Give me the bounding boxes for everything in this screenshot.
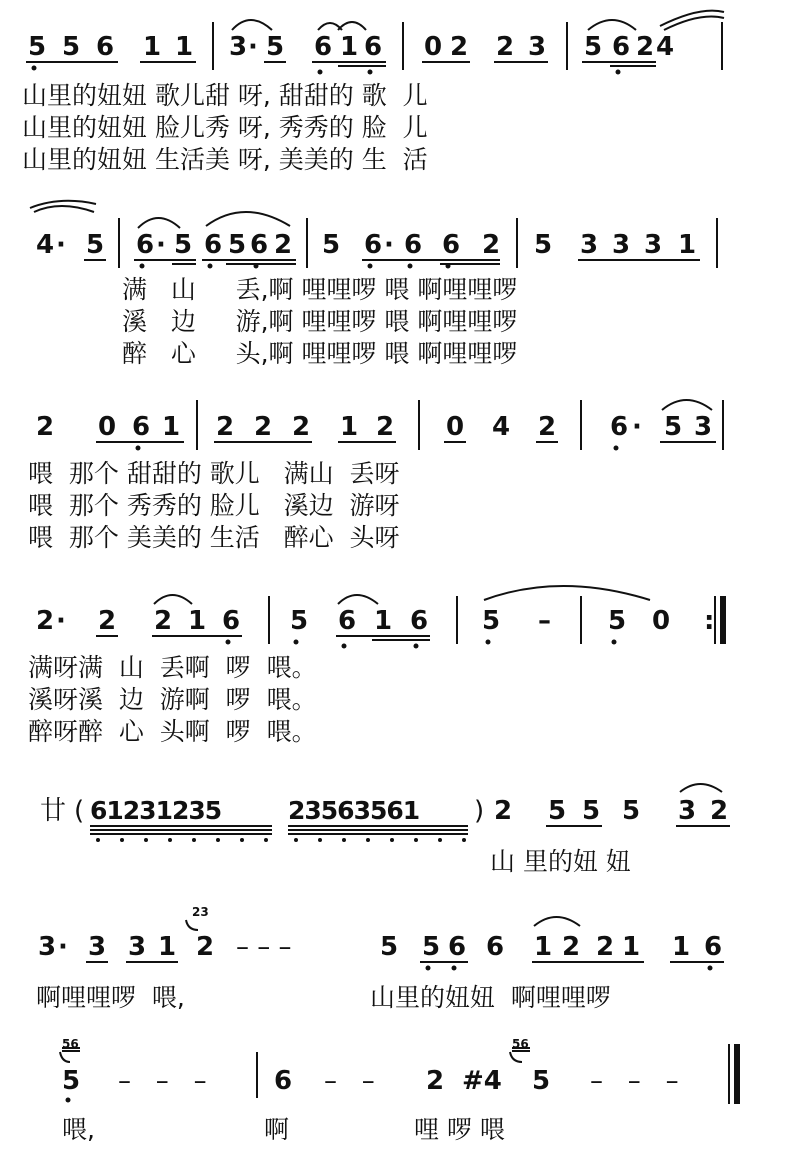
note: 0 bbox=[98, 412, 117, 442]
note: 2 bbox=[216, 412, 235, 442]
note: 6 bbox=[314, 32, 333, 62]
dash: – bbox=[538, 606, 551, 636]
note: 6 bbox=[96, 32, 115, 62]
note: 1 bbox=[672, 932, 691, 962]
note: 5 bbox=[422, 932, 441, 962]
lyric-line: 啊哩哩啰 喂, bbox=[36, 983, 185, 1012]
lyric-line: 山里的妞妞 歌儿甜 呀, 甜甜的 歌 儿 bbox=[22, 81, 428, 110]
note: 1 bbox=[143, 32, 162, 62]
note: 3 bbox=[678, 796, 697, 826]
note: 2 bbox=[538, 412, 557, 442]
lyric-line: 山 里的妞 妞 bbox=[490, 847, 631, 876]
dot: · bbox=[156, 230, 166, 260]
dot: · bbox=[248, 32, 258, 62]
note: 5 bbox=[322, 230, 341, 260]
note: 6 bbox=[222, 606, 241, 636]
note: 2 bbox=[482, 230, 501, 260]
note: 1 bbox=[374, 606, 393, 636]
lyric-line: 啊 bbox=[264, 1115, 290, 1144]
lyric-line: 喂, bbox=[62, 1115, 95, 1144]
grace-note: 23 bbox=[192, 905, 209, 919]
note: 1 bbox=[340, 412, 359, 442]
note: 2 bbox=[274, 230, 293, 260]
dash: – – – bbox=[590, 1066, 679, 1096]
note: 2 bbox=[426, 1066, 445, 1096]
dot: · bbox=[632, 412, 642, 442]
note: 6 bbox=[338, 606, 357, 636]
note: 3 bbox=[580, 230, 599, 260]
note: 6 bbox=[204, 230, 223, 260]
note: 3 bbox=[528, 32, 547, 62]
note: 2 bbox=[98, 606, 117, 636]
note: 2 bbox=[36, 606, 55, 636]
lyric-line: 山里的妞妞 生活美 呀, 美美的 生 活 bbox=[22, 145, 428, 174]
lyric-line: 满呀满 山 丢啊 啰 喂。 bbox=[28, 653, 317, 682]
note: 6 bbox=[274, 1066, 293, 1096]
note: 2 bbox=[494, 796, 513, 826]
lyric-line: 醉 心 头,啊 哩哩啰 喂 啊哩哩啰 bbox=[122, 339, 518, 368]
note: 2 bbox=[196, 932, 215, 962]
note-run: 23563561 bbox=[288, 796, 420, 825]
note: 6 bbox=[704, 932, 723, 962]
note: 5 bbox=[534, 230, 553, 260]
note: 6 bbox=[410, 606, 429, 636]
note: 6 bbox=[364, 32, 383, 62]
note: 5 bbox=[266, 32, 285, 62]
lyric-line: 山里的妞妞 啊哩哩啰 bbox=[370, 983, 611, 1012]
note: 2 bbox=[254, 412, 273, 442]
note: 6 bbox=[404, 230, 423, 260]
note: 5 bbox=[582, 796, 601, 826]
paren: ( bbox=[74, 796, 85, 826]
note: 6 bbox=[364, 230, 383, 260]
note: 1 bbox=[158, 932, 177, 962]
note: 1 bbox=[534, 932, 553, 962]
note: 6 bbox=[486, 932, 505, 962]
note: 5 bbox=[482, 606, 501, 636]
lyric-line: 山里的妞妞 脸儿秀 呀, 秀秀的 脸 儿 bbox=[22, 113, 428, 142]
note: 0 bbox=[446, 412, 465, 442]
note: 6 bbox=[250, 230, 269, 260]
note: 5 bbox=[290, 606, 309, 636]
note-run: 61231235 bbox=[90, 796, 222, 825]
note: 3 bbox=[229, 32, 248, 62]
lyric-line: 醉呀醉 心 头啊 啰 喂。 bbox=[28, 717, 317, 746]
note: 1 bbox=[175, 32, 194, 62]
free-tempo-mark: 廿 bbox=[40, 796, 67, 826]
note: 5 bbox=[584, 32, 603, 62]
dot: · bbox=[58, 932, 68, 962]
note: 1 bbox=[340, 32, 359, 62]
note: 2 bbox=[292, 412, 311, 442]
note: 5 bbox=[62, 1066, 81, 1096]
note: 5 bbox=[380, 932, 399, 962]
note: 6 bbox=[132, 412, 151, 442]
note: 5 bbox=[86, 230, 105, 260]
note: 2 bbox=[636, 32, 655, 62]
lyric-line: 喂 那个 秀秀的 脸儿 溪边 游呀 bbox=[28, 491, 400, 520]
note: 2 bbox=[496, 32, 515, 62]
lyric-line: 溪呀溪 边 游啊 啰 喂。 bbox=[28, 685, 317, 714]
dot: · bbox=[56, 606, 66, 636]
note: 2 bbox=[596, 932, 615, 962]
lyric-line: 溪 边 游,啊 哩哩啰 喂 啊哩哩啰 bbox=[122, 307, 518, 336]
note: 5 bbox=[622, 796, 641, 826]
note: 1 bbox=[188, 606, 207, 636]
note: 3 bbox=[612, 230, 631, 260]
note: 2 bbox=[36, 412, 55, 442]
note: 2 bbox=[450, 32, 469, 62]
note: 6 bbox=[610, 412, 629, 442]
note: 6 bbox=[612, 32, 631, 62]
note: #4 bbox=[462, 1066, 502, 1096]
note: 5 bbox=[532, 1066, 551, 1096]
note: 0 bbox=[424, 32, 443, 62]
note: 3 bbox=[644, 230, 663, 260]
dot: · bbox=[56, 230, 66, 260]
dash: – – bbox=[324, 1066, 375, 1096]
note: 5 bbox=[548, 796, 567, 826]
note: 4 bbox=[492, 412, 511, 442]
note: 4 bbox=[36, 230, 55, 260]
note: 5 bbox=[174, 230, 193, 260]
note: 6 bbox=[448, 932, 467, 962]
note: 5 bbox=[62, 32, 81, 62]
note: 6 bbox=[442, 230, 461, 260]
note: 5 bbox=[664, 412, 683, 442]
note: 1 bbox=[622, 932, 641, 962]
grace-note: 56 bbox=[62, 1037, 79, 1051]
lyric-line: 喂 那个 美美的 生活 醉心 头呀 bbox=[28, 523, 400, 552]
note: 5 bbox=[608, 606, 627, 636]
note: 1 bbox=[162, 412, 181, 442]
dash: – – – bbox=[118, 1066, 207, 1096]
note: 5 bbox=[28, 32, 47, 62]
dash: – – – bbox=[236, 932, 292, 962]
note: 0 bbox=[652, 606, 671, 636]
note: 3 bbox=[88, 932, 107, 962]
note: 4 bbox=[656, 32, 675, 62]
note: 5 bbox=[228, 230, 247, 260]
repeat-dots: : bbox=[704, 606, 715, 636]
note: 3 bbox=[38, 932, 57, 962]
note: 2 bbox=[376, 412, 395, 442]
lyric-line: 满 山 丢,啊 哩哩啰 喂 啊哩哩啰 bbox=[122, 275, 518, 304]
lyric-line: 哩 啰 喂 bbox=[414, 1115, 505, 1144]
note: 6 bbox=[136, 230, 155, 260]
note: 2 bbox=[562, 932, 581, 962]
paren: ) bbox=[474, 796, 485, 826]
note: 2 bbox=[710, 796, 729, 826]
note: 3 bbox=[128, 932, 147, 962]
dot: · bbox=[384, 230, 394, 260]
note: 2 bbox=[154, 606, 173, 636]
note: 3 bbox=[694, 412, 713, 442]
lyric-line: 喂 那个 甜甜的 歌儿 满山 丢呀 bbox=[28, 459, 400, 488]
grace-note: 56 bbox=[512, 1037, 529, 1051]
note: 1 bbox=[678, 230, 697, 260]
